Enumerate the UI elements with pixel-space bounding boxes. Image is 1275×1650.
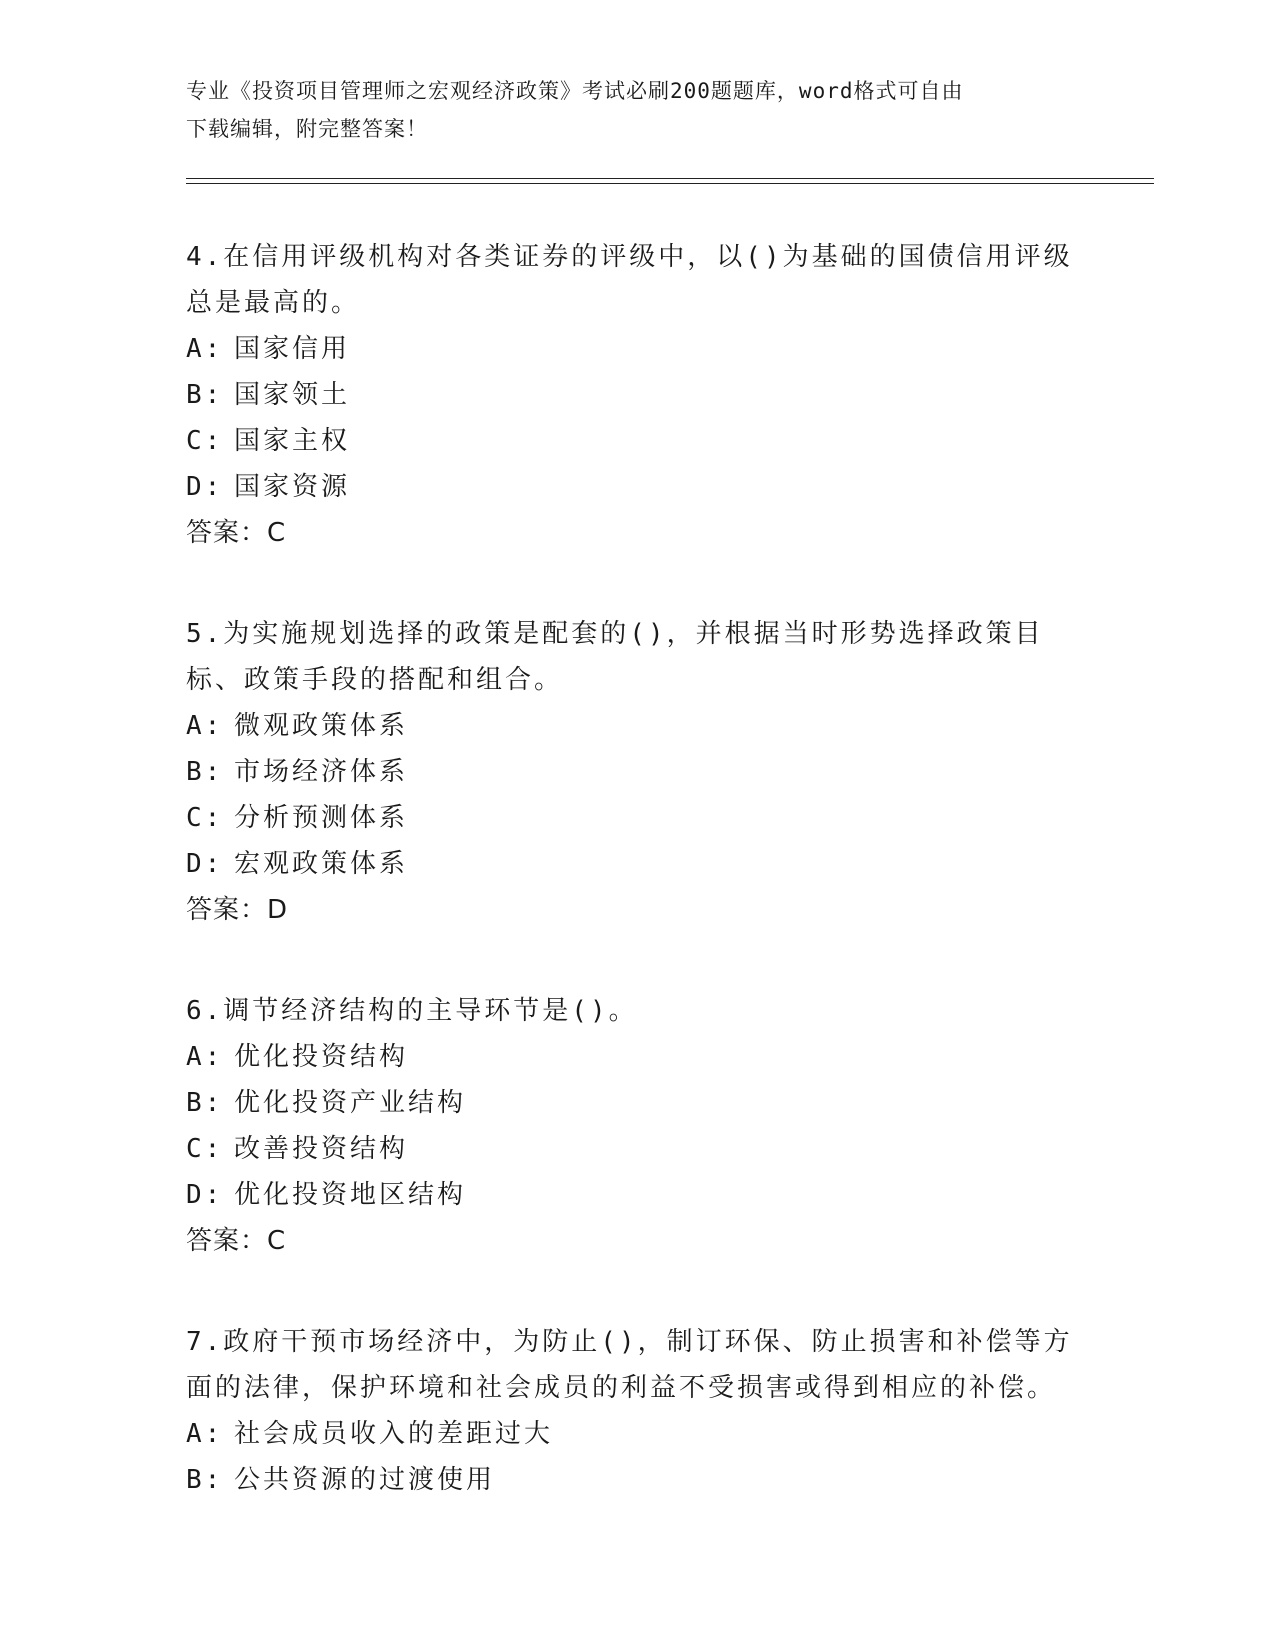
option-list — [186, 703, 1076, 887]
option-list — [186, 1034, 1076, 1218]
option-list — [186, 1411, 1076, 1503]
option-key: C: — [186, 426, 224, 456]
answer-line: 答案：D — [186, 895, 289, 925]
option-key: C: — [186, 1134, 224, 1164]
option-text: 优化投资地区结构 — [234, 1180, 467, 1210]
header-divider-top — [186, 178, 1154, 179]
option-b — [186, 749, 1076, 795]
option-text: 分析预测体系 — [234, 803, 409, 833]
question-stem: 4.在信用评级机构对各类证券的评级中，以()为基础的国债信用评级总是最高的。 — [186, 242, 1073, 318]
answer-line: 答案：C — [186, 518, 287, 548]
option-c — [186, 1126, 1076, 1172]
option-text: 社会成员收入的差距过大 — [234, 1419, 554, 1449]
option-text: 优化投资结构 — [234, 1042, 409, 1072]
option-list — [186, 326, 1076, 510]
header-line-1: 专业《投资项目管理师之宏观经济政策》考试必刷200题题库，word格式可自由 — [186, 79, 964, 103]
option-b — [186, 1457, 1076, 1503]
option-b — [186, 1080, 1076, 1126]
option-a — [186, 1034, 1076, 1080]
option-key: D: — [186, 472, 224, 502]
option-text: 国家信用 — [234, 334, 351, 364]
option-c — [186, 795, 1076, 841]
option-text: 改善投资结构 — [234, 1134, 409, 1164]
option-key: A: — [186, 1042, 224, 1072]
header-line-2: 下载编辑，附完整答案！ — [186, 117, 428, 141]
option-b — [186, 372, 1076, 418]
option-key: B: — [186, 380, 224, 410]
option-c — [186, 418, 1076, 464]
option-key: B: — [186, 1088, 224, 1118]
document-header — [186, 72, 1076, 148]
option-key: C: — [186, 803, 224, 833]
option-a — [186, 326, 1076, 372]
option-text: 国家领土 — [234, 380, 351, 410]
option-key: B: — [186, 1465, 224, 1495]
option-text: 宏观政策体系 — [234, 849, 409, 879]
option-text: 市场经济体系 — [234, 757, 409, 787]
option-key: A: — [186, 711, 224, 741]
question-7 — [186, 1319, 1076, 1503]
option-key: D: — [186, 849, 224, 879]
option-a — [186, 703, 1076, 749]
option-a — [186, 1411, 1076, 1457]
answer-line: 答案：C — [186, 1226, 287, 1256]
question-stem: 5.为实施规划选择的政策是配套的()，并根据当时形势选择政策目标、政策手段的搭配和组合。 — [186, 619, 1044, 695]
question-5 — [186, 611, 1076, 933]
option-text: 优化投资产业结构 — [234, 1088, 467, 1118]
question-4 — [186, 234, 1076, 556]
header-divider-bottom — [186, 183, 1154, 184]
option-key: D: — [186, 1180, 224, 1210]
option-text: 公共资源的过渡使用 — [234, 1465, 496, 1495]
option-d — [186, 841, 1076, 887]
question-stem: 6.调节经济结构的主导环节是()。 — [186, 996, 638, 1026]
question-6 — [186, 988, 1076, 1264]
option-d — [186, 1172, 1076, 1218]
option-d — [186, 464, 1076, 510]
option-text: 微观政策体系 — [234, 711, 409, 741]
option-text: 国家资源 — [234, 472, 351, 502]
question-stem: 7.政府干预市场经济中，为防止()，制订环保、防止损害和补偿等方面的法律，保护环境和社会成员的利益不受损害或得到相应的补偿。 — [186, 1327, 1073, 1403]
question-list — [186, 234, 1076, 1558]
option-key: A: — [186, 1419, 224, 1449]
option-key: A: — [186, 334, 224, 364]
option-key: B: — [186, 757, 224, 787]
option-text: 国家主权 — [234, 426, 351, 456]
